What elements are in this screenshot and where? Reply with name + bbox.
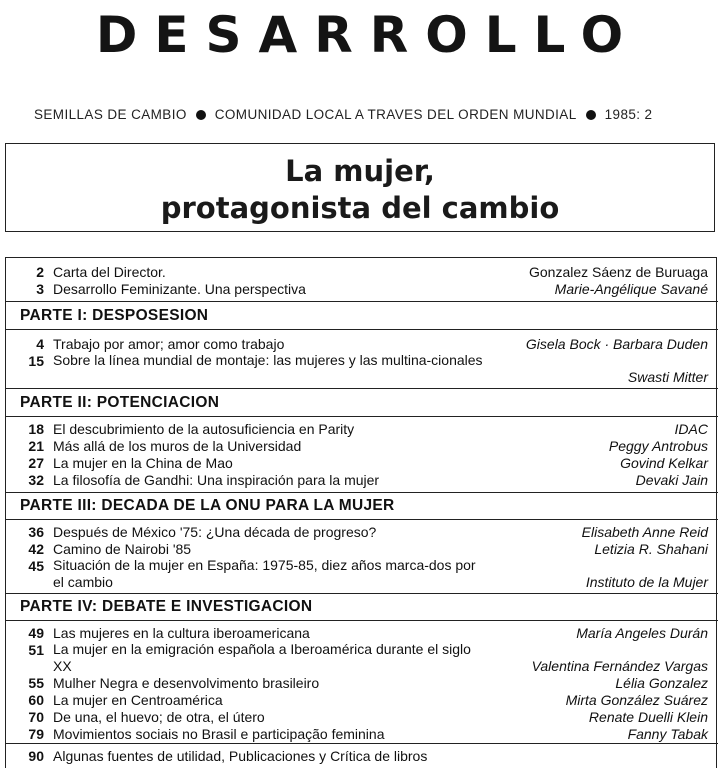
entry-author: Marie-Angélique Savané [554, 281, 708, 297]
entry-author: Devaki Jain [635, 472, 708, 488]
toc-entry[interactable] [6, 708, 712, 726]
masthead-title: DESARROLLO [95, 6, 641, 64]
toc-entry[interactable] [6, 420, 712, 438]
toc-entry[interactable] [6, 691, 712, 709]
divider [6, 301, 718, 302]
page-number: 32 [28, 472, 44, 488]
series-name: SEMILLAS DE CAMBIO [34, 107, 187, 122]
entry-author: Swasti Mitter [627, 369, 708, 385]
entry-title: Situación de la mujer en España: 1975-85, diez años marca-dos por el cambio [53, 557, 476, 590]
toc-entry[interactable] [6, 335, 712, 353]
toc-entry[interactable] [6, 725, 712, 743]
page-number: 27 [28, 455, 44, 471]
divider [6, 416, 718, 417]
entry-author: IDAC [674, 421, 708, 437]
toc-entry[interactable] [6, 557, 712, 591]
entry-title: Desarrollo Feminizante. Una perspectiva [53, 281, 306, 297]
table-of-contents [5, 257, 717, 768]
series-line [34, 107, 694, 122]
entry-title: La filosofía de Gandhi: Una inspiración para la mujer [53, 472, 380, 488]
part-heading: PARTE III: DECADA DE LA ONU PARA LA MUJER [20, 497, 395, 514]
bullet-icon [586, 110, 596, 120]
page-number: 55 [28, 675, 44, 691]
entry-author: Fanny Tabak [627, 726, 708, 742]
page-number: 60 [28, 692, 44, 708]
page-number: 49 [28, 625, 44, 641]
toc-entry[interactable] [6, 624, 712, 642]
toc-entry[interactable] [6, 747, 712, 765]
divider [6, 593, 718, 594]
entry-title: Trabajo por amor; amor como trabajo [53, 336, 285, 352]
page-number: 2 [36, 264, 44, 280]
series-topic: COMUNIDAD LOCAL A TRAVES DEL ORDEN MUNDIAL [214, 107, 577, 122]
toc-entry[interactable] [6, 523, 712, 541]
toc-entry[interactable] [6, 471, 712, 489]
entry-title: El descubrimiento de la autosuficiencia en Parity [53, 421, 355, 437]
entry-title: De una, el huevo; de otra, el útero [53, 709, 265, 725]
toc-entry[interactable] [6, 674, 712, 692]
entry-author: Letizia R. Shahani [594, 541, 708, 557]
entry-author: Instituto de la Mujer [585, 574, 708, 590]
page-number: 70 [28, 709, 44, 725]
headline-line-1: La mujer, [285, 154, 435, 188]
entry-author: Renate Duelli Klein [588, 709, 708, 725]
divider [6, 329, 718, 330]
entry-author: María Angeles Durán [576, 625, 708, 641]
page-number: 18 [28, 421, 44, 437]
page-number: 45 [28, 558, 44, 574]
toc-entry[interactable] [6, 437, 712, 455]
page-number: 3 [36, 281, 44, 297]
entry-author: Mirta González Suárez [565, 692, 708, 708]
entry-title: Las mujeres en la cultura iberoamericana [53, 625, 310, 641]
page-number: 79 [28, 726, 44, 742]
entry-author: Lélia Gonzalez [615, 675, 708, 691]
toc-entry[interactable] [6, 263, 712, 281]
bullet-icon [196, 110, 206, 120]
part-heading: PARTE I: DESPOSESION [20, 307, 209, 324]
entry-author: Gisela Bock · Barbara Duden [525, 336, 708, 352]
entry-author: Gonzalez Sáenz de Buruaga [528, 264, 708, 280]
page-number: 36 [28, 524, 44, 540]
toc-entry[interactable] [6, 540, 712, 558]
page-number: 90 [28, 748, 44, 764]
entry-title: Más allá de los muros de la Universidad [53, 438, 302, 454]
entry-author: Govind Kelkar [620, 455, 708, 471]
toc-entry[interactable] [6, 641, 712, 675]
divider [6, 492, 718, 493]
part-heading: PARTE II: POTENCIACION [20, 394, 220, 411]
page-number: 21 [28, 438, 44, 454]
page-number: 4 [36, 336, 44, 352]
issue-number: 1985: 2 [604, 107, 653, 122]
entry-title: Mulher Negra e desenvolvimento brasileiro [53, 675, 320, 691]
entry-title: Algunas fuentes de utilidad, Publicaciones y Crítica de libros [53, 748, 428, 764]
divider [6, 620, 718, 621]
entry-title: Después de México '75: ¿Una década de progreso? [53, 524, 377, 540]
divider [6, 519, 718, 520]
part-heading: PARTE IV: DEBATE E INVESTIGACION [20, 598, 313, 615]
headline-box [5, 143, 715, 232]
toc-entry[interactable] [6, 454, 712, 472]
page-number: 51 [28, 642, 44, 658]
entry-title: Sobre la línea mundial de montaje: las mujeres y las multina-cionales [53, 352, 483, 368]
entry-title: Movimientos sociais no Brasil e participação feminina [53, 726, 385, 742]
page-number: 15 [28, 353, 44, 369]
entry-title: La mujer en la China de Mao [53, 455, 233, 471]
headline-line-2: protagonista del cambio [160, 191, 560, 225]
toc-entry[interactable] [6, 280, 712, 298]
page-number: 42 [28, 541, 44, 557]
entry-title: Camino de Nairobi '85 [53, 541, 192, 557]
entry-title: La mujer en Centroamérica [53, 692, 223, 708]
divider [6, 388, 718, 389]
entry-author: Peggy Antrobus [608, 438, 708, 454]
entry-author: Elisabeth Anne Reid [581, 524, 708, 540]
toc-entry[interactable] [6, 352, 712, 386]
entry-title: La mujer en la emigración española a Iberoamérica durante el siglo XX [53, 641, 471, 674]
divider [6, 743, 718, 744]
entry-author: Valentina Fernández Vargas [531, 658, 708, 674]
entry-title: Carta del Director. [53, 264, 166, 280]
